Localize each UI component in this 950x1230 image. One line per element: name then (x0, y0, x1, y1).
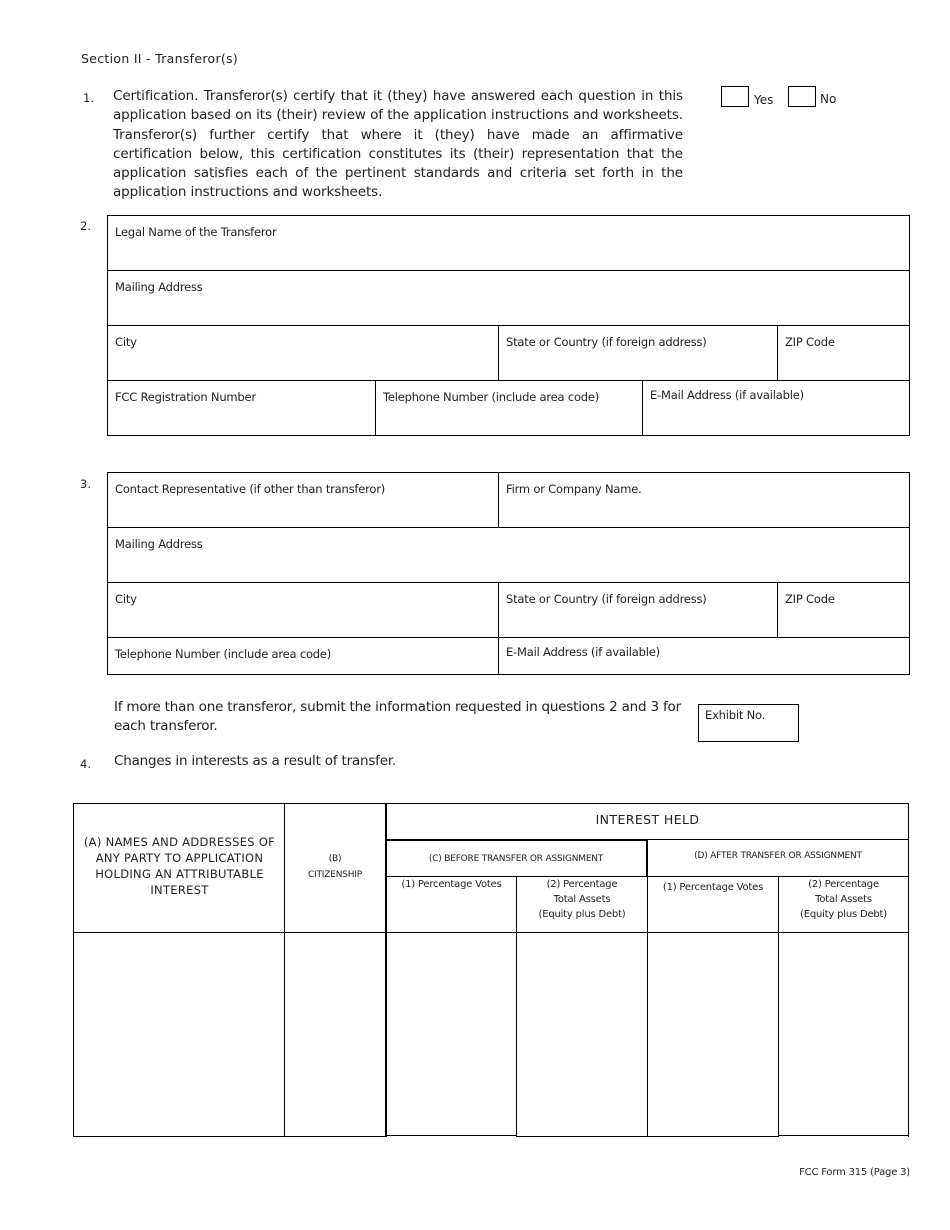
q4-text: Changes in interests as a result of transfer. (114, 753, 397, 769)
citizenship-input[interactable] (285, 933, 385, 1136)
mailing-address-field[interactable] (108, 271, 909, 325)
contact-representative-label: Contact Representative (if other than transferor) (115, 482, 386, 496)
contact-email-field[interactable] (499, 638, 909, 674)
frn-label: FCC Registration Number (115, 390, 256, 404)
contact-zip-label: ZIP Code (785, 592, 835, 606)
phone-field[interactable] (376, 381, 642, 435)
after-assets-header-line3: (Equity plus Debt) (800, 909, 887, 920)
frn-field[interactable] (108, 381, 375, 435)
q4-number: 4. (80, 757, 91, 771)
contact-phone-label: Telephone Number (include area code) (115, 647, 332, 661)
contact-city-label: City (115, 592, 137, 606)
contact-email-label: E-Mail Address (if available) (506, 645, 660, 659)
before-assets-header-line1: (2) Percentage (546, 879, 618, 890)
state-label: State or Country (if foreign address) (506, 335, 707, 349)
phone-label: Telephone Number (include area code) (383, 390, 600, 404)
names-addresses-header: (A) NAMES AND ADDRESSES OF ANY PARTY TO APPLICATION HOLDING AN ATTRIBUTABLE INTEREST (83, 835, 276, 897)
after-assets-header-line2: Total Assets (815, 894, 872, 905)
exhibit-number-field[interactable] (698, 704, 799, 742)
yes-label: Yes (754, 93, 774, 107)
legal-name-field[interactable] (108, 216, 909, 270)
contact-zip-field[interactable] (778, 583, 909, 637)
mailing-address-label: Mailing Address (115, 280, 203, 294)
contact-mailing-address-field[interactable] (108, 528, 909, 582)
contact-mailing-address-label: Mailing Address (115, 537, 203, 551)
q3-number: 3. (80, 477, 91, 491)
before-assets-header-line2: Total Assets (553, 894, 611, 905)
transferor-info-table (107, 215, 910, 436)
firm-name-label: Firm or Company Name. (506, 482, 642, 496)
zip-label: ZIP Code (785, 335, 835, 349)
citizenship-header: CITIZENSHIP (307, 870, 363, 880)
contact-state-label: State or Country (if foreign address) (506, 592, 707, 606)
email-label: E-Mail Address (if available) (650, 388, 804, 402)
after-assets-input[interactable] (779, 933, 908, 1135)
state-field[interactable] (499, 326, 777, 380)
before-transfer-header: (C) BEFORE TRANSFER OR ASSIGNMENT (428, 854, 604, 864)
firm-name-field[interactable] (499, 473, 909, 527)
city-field[interactable] (108, 326, 498, 380)
before-votes-input[interactable] (387, 933, 516, 1135)
contact-state-field[interactable] (499, 583, 777, 637)
before-assets-header-line3: (Equity plus Debt) (538, 909, 626, 920)
no-label: No (820, 92, 837, 106)
contact-phone-field[interactable] (108, 638, 498, 674)
before-votes-header: (1) Percentage Votes (401, 879, 502, 890)
no-checkbox[interactable] (788, 86, 816, 107)
after-assets-header-line1: (2) Percentage (808, 879, 879, 890)
interest-held-header: INTEREST HELD (595, 812, 700, 827)
names-addresses-input[interactable] (74, 933, 284, 1136)
certification-text: Certification. Transferor(s) certify that it (they) have answered each question in this application based on its (their) review of the application instructions and worksheets. Transferor(s) further certify that where it (they) have made an affirmative certification below, this certification constitutes its (their) representation that the application satisfies each of the pertinent standards and criteria set forth in the application instructions and worksheets. (113, 88, 683, 201)
email-field[interactable] (643, 381, 909, 435)
multiple-transferor-note: If more than one transferor, submit the information requested in questions 2 and 3 for each transferor. (114, 699, 681, 734)
city-label: City (115, 335, 137, 349)
legal-name-label: Legal Name of the Transferor (115, 225, 277, 239)
contact-info-table (107, 472, 910, 675)
before-assets-input[interactable] (517, 933, 647, 1136)
q2-number: 2. (80, 219, 91, 233)
section-title: Section II - Transferor(s) (81, 51, 239, 66)
interest-table (73, 803, 909, 1138)
after-transfer-header: (D) AFTER TRANSFER OR ASSIGNMENT (694, 851, 862, 861)
yes-checkbox[interactable] (721, 86, 749, 107)
after-votes-input[interactable] (648, 933, 778, 1136)
contact-city-field[interactable] (108, 583, 498, 637)
zip-field[interactable] (778, 326, 909, 380)
q1-number: 1. (83, 91, 94, 105)
exhibit-number-label: Exhibit No. (705, 708, 766, 722)
form-page-footer: FCC Form 315 (Page 3) (799, 1167, 910, 1178)
citizenship-header-code: (B) (328, 854, 342, 864)
contact-representative-field[interactable] (108, 473, 498, 527)
after-votes-header: (1) Percentage Votes (662, 882, 764, 893)
